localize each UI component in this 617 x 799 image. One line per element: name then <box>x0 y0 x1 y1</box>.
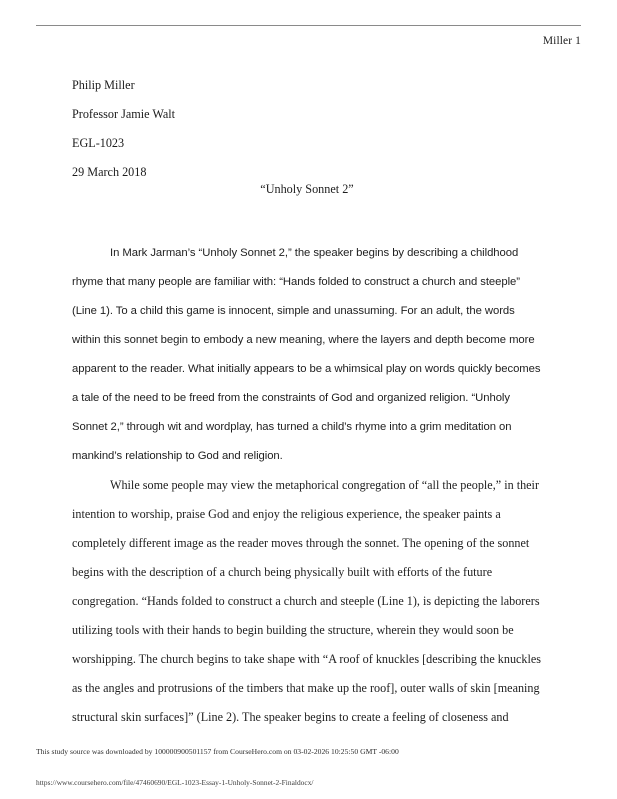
heading-author-name: Philip Miller <box>72 78 135 92</box>
heading-instructor-name: Professor Jamie Walt <box>72 107 176 121</box>
source-url-link[interactable]: https://www.coursehero.com/file/47460690/EGL-1023-Essay-1-Unholy-Sonnet-2-Finaldocx/ <box>36 778 314 787</box>
heading-course-code: EGL-1023 <box>72 136 125 150</box>
body-paragraph: In Mark Jarman’s “Unholy Sonnet 2,” the speaker begins by describing a childhood rhyme that many people are familiar with: “Hands folded to construct a church and steeple” (Line 1). To a child this game is innocent, simple and unassuming. For an adult, the words within this sonnet begin to embody a new meaning, where the layers and depth become more apparent to the reader. What initially appears to be a whimsical play on words quickly becomes a tale of the need to be freed from the constraints of God and organized religion. “Unholy Sonnet 2,” through wit and wordplay, has turned a child’s rhyme into a grim meditation on mankind’s relationship to God and religion. <box>72 247 541 462</box>
essay-body <box>72 239 542 732</box>
body-paragraph: While some people may view the metaphorical congregation of “all the people,” in their intention to worship, praise God and enjoy the religious experience, the speaker paints a completely different image as the reader moves through the sonnet. The opening of the sonnet begins with the description of a church being physically built with efforts of the future congregation. “Hands folded to construct a church and steeple (Line 1), is depicting the laborers utilizing tools with their hands to begin building the structure, wherein they would soon be worshipping. The church begins to take shape with “A roof of knuckles [describing the knuckles as the angles and protrusions of the timbers that make up the roof], outer walls of skin [meaning structural skin surfaces]” (Line 2). The speaker begins to create a feeling of closeness and <box>72 478 542 724</box>
essay-title: “Unholy Sonnet 2” <box>260 182 354 196</box>
mla-heading-block <box>72 71 542 187</box>
download-watermark-note: This study source was downloaded by 100000900501157 from CourseHero.com on 03-02-2026 10:25:50 GMT -06:00 <box>36 747 399 756</box>
header-divider <box>36 25 581 26</box>
running-head-page-number: Miller 1 <box>542 35 581 47</box>
heading-date: 29 March 2018 <box>72 165 147 179</box>
